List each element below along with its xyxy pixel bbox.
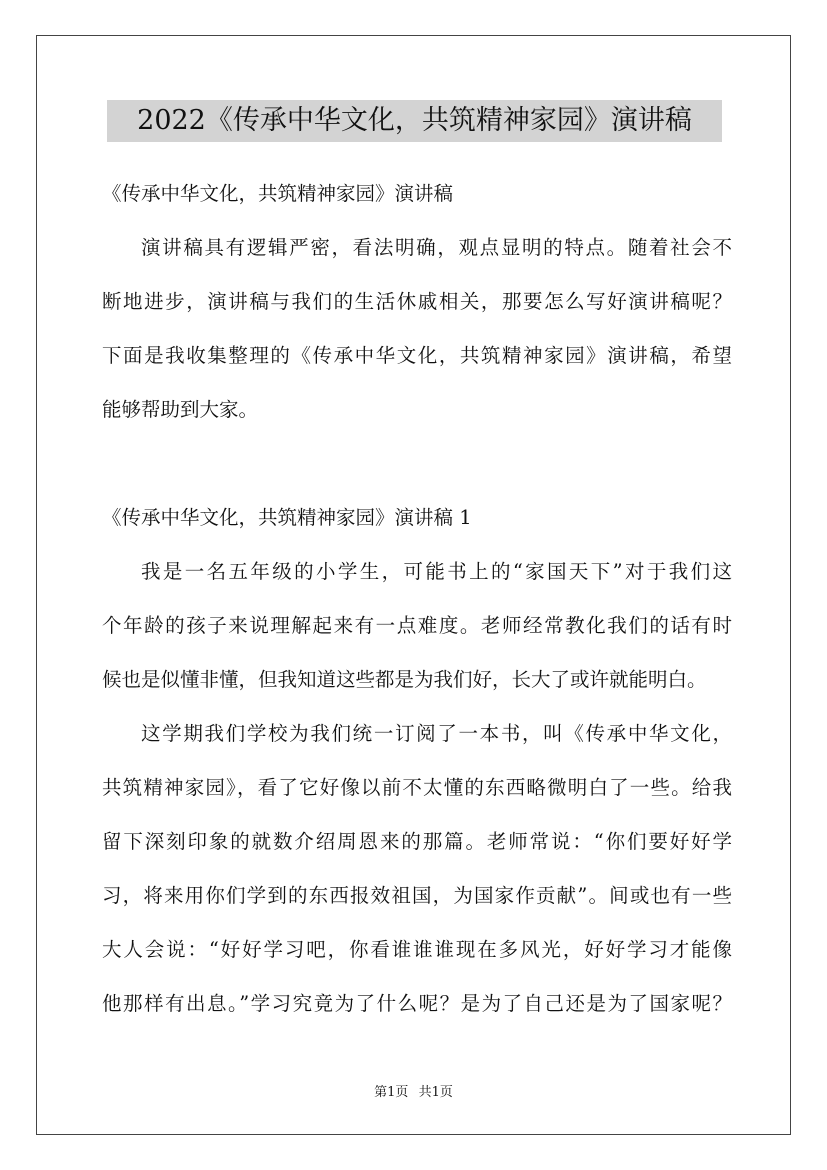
paragraph-line: 下面是我收集整理的《传承中华文化，共筑精神家园》演讲稿，希望 bbox=[102, 344, 732, 367]
paragraph-line: 共筑精神家园》，看了它好像以前不太懂的东西略微明白了一些。给我 bbox=[102, 776, 732, 799]
document-body bbox=[102, 174, 732, 1038]
paragraph-line: 演讲稿具有逻辑严密，看法明确，观点显明的特点。随着社会不 bbox=[141, 236, 732, 259]
paragraph-line: 这学期我们学校为我们统一订阅了一本书，叫《传承中华文化， bbox=[141, 722, 732, 745]
paragraph-line: 断地进步，演讲稿与我们的生活休戚相关，那要怎么写好演讲稿呢？ bbox=[102, 290, 732, 313]
paragraph-line: 大人会说：“好好学习吧，你看谁谁谁现在多风光，好好学习才能像 bbox=[102, 938, 732, 961]
paragraph-gap bbox=[102, 444, 732, 498]
page-number: 第1页 bbox=[374, 1085, 409, 1100]
paragraph-line: 候也是似懂非懂，但我知道这些都是为我们好，长大了或许就能明白。 bbox=[102, 668, 707, 691]
section-heading: 《传承中华文化，共筑精神家园》演讲稿 1 bbox=[102, 506, 472, 529]
document-title: 2022《传承中华文化，共筑精神家园》演讲稿 bbox=[107, 100, 722, 142]
paragraph-line: 习，将来用你们学到的东西报效祖国，为国家作贡献”。间或也有一些 bbox=[102, 884, 732, 907]
page-total: 共1页 bbox=[418, 1085, 453, 1100]
paragraph-line: 留下深刻印象的就数介绍周恩来的那篇。老师常说：“你们要好好学 bbox=[102, 830, 732, 853]
subtitle-line: 《传承中华文化，共筑精神家园》演讲稿 bbox=[102, 182, 454, 205]
paragraph-line: 我是一名五年级的小学生，可能书上的“家国天下”对于我们这 bbox=[141, 560, 732, 583]
page-footer bbox=[0, 1084, 827, 1102]
paragraph-line: 个年龄的孩子来说理解起来有一点难度。老师经常教化我们的话有时 bbox=[102, 614, 732, 637]
paragraph-line: 能够帮助到大家。 bbox=[102, 398, 259, 421]
paragraph-line: 他那样有出息。”学习究竟为了什么呢？是为了自己还是为了国家呢？ bbox=[102, 992, 732, 1015]
